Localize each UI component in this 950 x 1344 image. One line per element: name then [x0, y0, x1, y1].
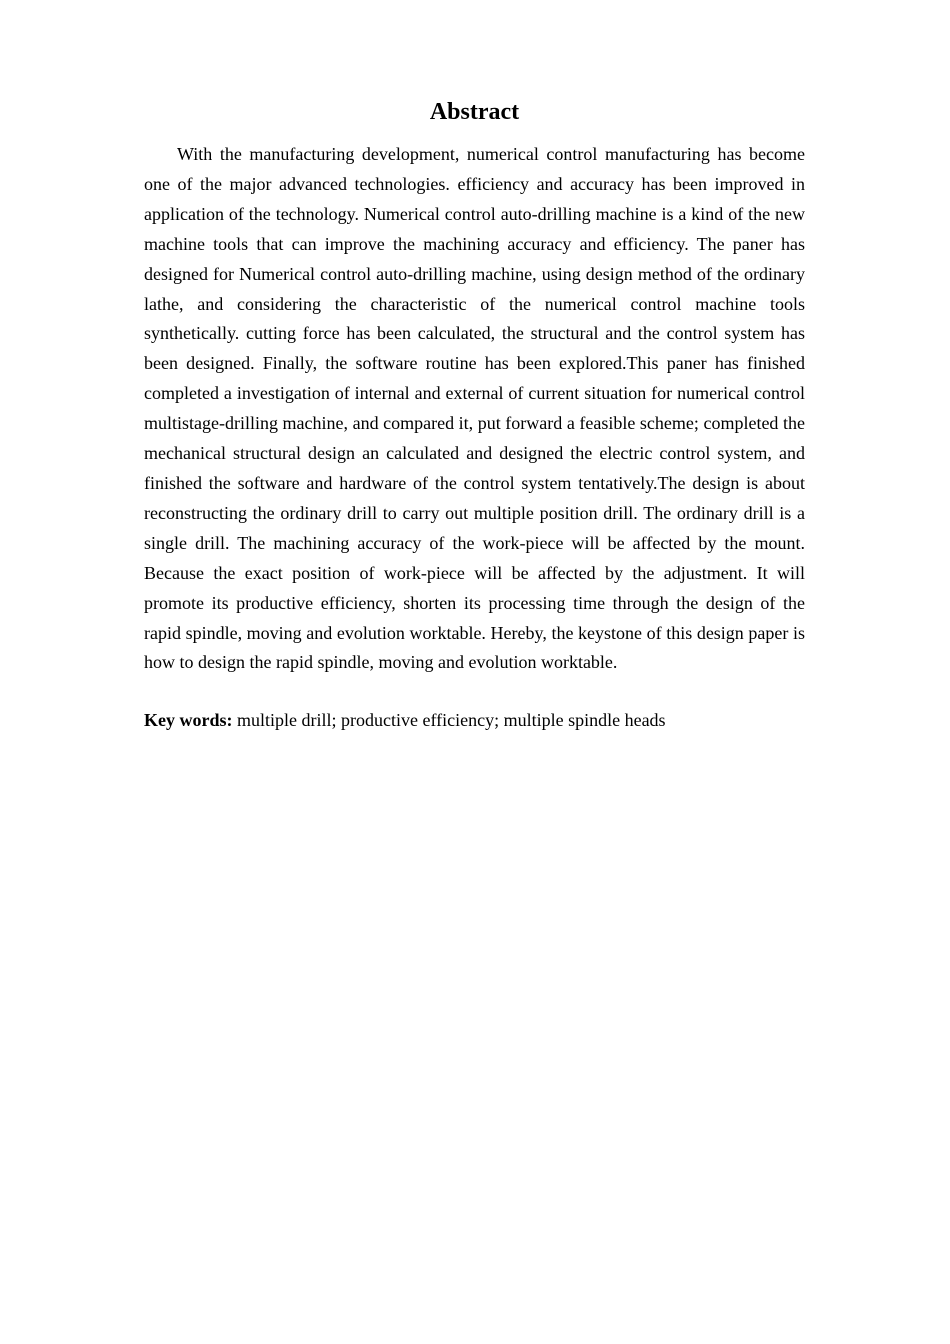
keywords-label: Key words: [144, 710, 233, 731]
keywords-line [144, 706, 805, 736]
keywords-text: multiple drill; productive efficiency; multiple spindle heads [232, 710, 666, 731]
abstract-body: With the manufacturing development, numerical control manufacturing has become one of the major advanced technologies. efficiency and accuracy has been improved in application of the technology. Numerical control auto-drilling machine is a kind of the new machine tools that can improve the machining accuracy and efficiency. The paner has designed for Numerical control auto-drilling machine, using design method of the ordinary lathe, and considering the characteristic of the numerical control machine tools synthetically. cutting force has been calculated, the structural and the control system has been designed. Finally, the software routine has been explored.This paner has finished completed a investigation of internal and external of current situation for numerical control multistage-drilling machine, and compared it, put forward a feasible scheme; completed the mechanical structural design an calculated and designed the electric control system, and finished the software and hardware of the control system tentatively.The design is about reconstructing the ordinary drill to carry out multiple position drill. The ordinary drill is a single drill. The machining accuracy of the work-piece will be affected by the mount. Because the exact position of work-piece will be affected by the adjustment. It will promote its productive efficiency, shorten its processing time through the design of the rapid spindle, moving and evolution worktable. Hereby, the keystone of this design paper is how to design the rapid spindle, moving and evolution worktable. [144, 144, 805, 673]
document-page [144, 96, 805, 736]
abstract-title: Abstract [429, 99, 520, 125]
